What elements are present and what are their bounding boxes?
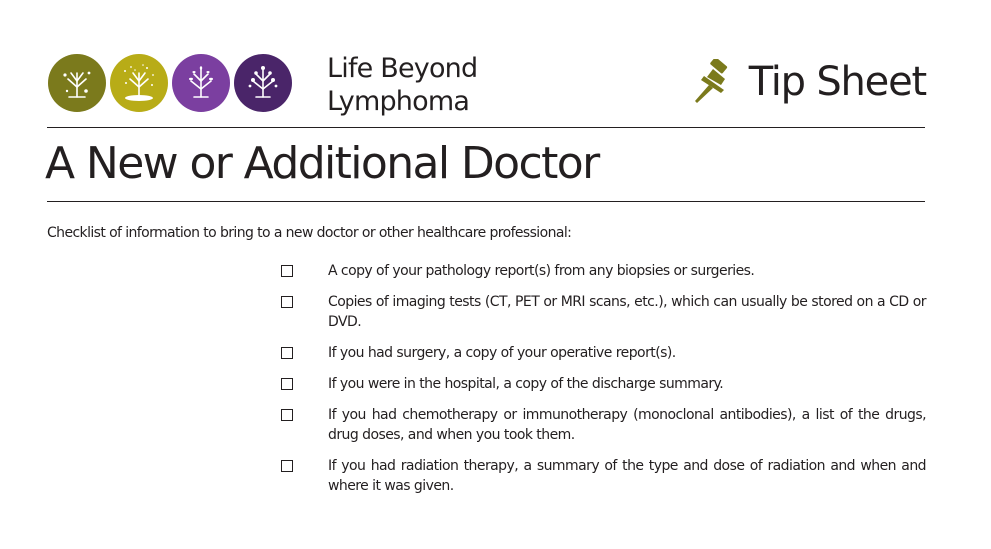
- brand-line-1: Life Beyond: [327, 53, 478, 84]
- tree-icon: [241, 61, 285, 105]
- tree-icon: [55, 61, 99, 105]
- checklist-item: [281, 261, 926, 281]
- checklist-item-text: A copy of your pathology report(s) from any biopsies or surgeries.: [328, 263, 755, 279]
- intro-text: Checklist of information to bring to a new doctor or other healthcare professional:: [47, 225, 572, 241]
- header-divider: [47, 127, 925, 128]
- checklist-item-text: If you had chemotherapy or immunotherapy (monoclonal antibodies), a list of the drugs, drug doses, and when you took them.: [328, 407, 926, 443]
- title-divider: [47, 201, 925, 202]
- logo-circle-purple: [172, 54, 230, 112]
- checkbox[interactable]: [281, 409, 293, 421]
- brand-name: [327, 52, 477, 118]
- logo-circle-dark-purple: [234, 54, 292, 112]
- tree-icon: [117, 61, 161, 105]
- checkbox[interactable]: [281, 378, 293, 390]
- brand-line-2: Lymphoma: [327, 86, 470, 117]
- tip-sheet-heading: [693, 58, 926, 106]
- checklist-item-text: If you were in the hospital, a copy of the discharge summary.: [328, 376, 724, 392]
- logo: [48, 54, 292, 112]
- checklist-item-text: If you had surgery, a copy of your operative report(s).: [328, 345, 676, 361]
- tree-icon: [179, 61, 223, 105]
- checklist-item-text: Copies of imaging tests (CT, PET or MRI scans, etc.), which can usually be stored on a CD or DVD.: [328, 294, 926, 330]
- checklist-item: [281, 456, 926, 496]
- logo-circle-olive: [48, 54, 106, 112]
- checklist-item: [281, 374, 926, 394]
- page-title: A New or Additional Doctor: [45, 138, 599, 189]
- checkbox[interactable]: [281, 296, 293, 308]
- checkbox[interactable]: [281, 347, 293, 359]
- checklist-item: [281, 343, 926, 363]
- checkbox[interactable]: [281, 265, 293, 277]
- tip-sheet-label: Tip Sheet: [748, 59, 926, 105]
- checklist-item-text: If you had radiation therapy, a summary of the type and dose of radiation and when and where it was given.: [328, 458, 926, 494]
- pushpin-icon: [693, 59, 735, 105]
- checklist-item: [281, 405, 926, 445]
- checkbox[interactable]: [281, 460, 293, 472]
- checklist-item: [281, 292, 926, 332]
- checklist: [281, 261, 926, 507]
- logo-circle-yellow: [110, 54, 168, 112]
